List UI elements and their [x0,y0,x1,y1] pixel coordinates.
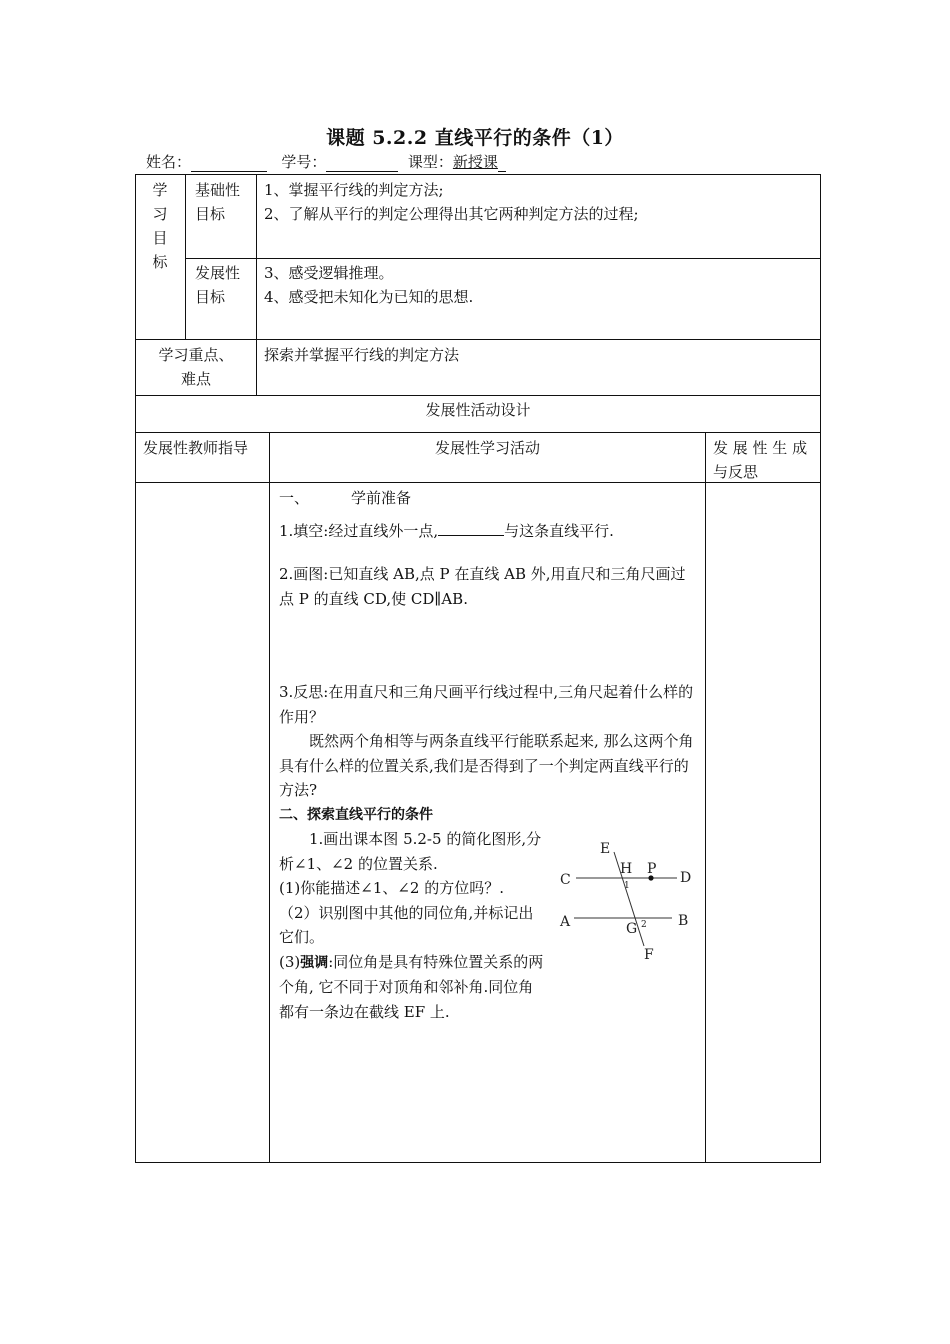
question-1 [279,519,699,544]
table-border-top [135,174,821,175]
basic-goal-item: 2、了解从平行的判定公理得出其它两种判定方法的过程; [264,205,639,223]
label-c: C [560,872,571,888]
section-2-paragraph-1: 1.画出课本图 5.2-5 的简化图形,分析∠1、∠2 的位置关系. [279,830,542,873]
row-divider-keypoints [135,395,821,396]
section-1-heading [279,486,699,511]
key-points-label [140,343,252,391]
section-2-paragraph-4 [279,950,547,1025]
dev-goal-item: 3、感受逻辑推理。 [264,264,394,282]
section-2-paragraph-2: (1)你能描述∠1、∠2 的方位吗？. [279,879,505,897]
label-b: B [678,913,689,929]
question-1-blank[interactable] [438,521,504,536]
activity-col-divider-2 [705,432,706,1163]
goals-divider [185,258,821,259]
type-label: 课型： [407,153,453,171]
key-points-value: 探索并掌握平行线的判定方法 [264,346,460,364]
label-f: F [644,947,654,963]
reflection-header-line: 与反思 [713,463,759,481]
activity-column-header: 发展性学习活动 [434,439,540,457]
label-angle-2: 2 [641,920,647,930]
label-h: H [620,861,633,877]
dev-goal-item: 4、感受把未知化为已知的思想. [264,288,474,306]
dev-goal-label [195,261,240,309]
goals-label-char: 习 [152,205,168,223]
section-2-paragraph-3: （2）识别图中其他的同位角,并标记出它们。 [279,903,534,946]
label-p: P [647,861,657,877]
basic-goal-label-line: 基础性 [195,181,241,199]
emphasis-number: (3) [279,952,301,971]
type-value: 新授课 [452,153,498,171]
name-blank[interactable] [191,155,267,172]
activity-col-divider-1 [269,432,270,1163]
emphasis-keyword: 强调 [300,954,329,971]
table-border-left [135,174,136,1163]
student-info-line [146,151,506,172]
dev-goal-items [264,261,473,309]
row-divider-design [135,432,821,433]
label-a: A [560,914,571,930]
type-underline-tail [498,155,506,172]
table-border-right [820,174,821,1163]
section-2-text [279,827,547,1024]
dev-goal-label-line: 目标 [195,288,226,306]
basic-goal-label-line: 目标 [195,205,226,223]
id-blank[interactable] [326,155,398,172]
reflection-column-header [713,436,807,484]
key-points-label-line: 难点 [180,370,211,388]
section-2-heading: 二、探索直线平行的条件 [279,806,433,823]
goals-col-divider-1 [185,174,186,339]
goals-col-divider-2 [256,174,257,395]
label-g: G [626,921,638,937]
teacher-column-header: 发展性教师指导 [143,439,249,457]
page-title: 课题 5.2.2 直线平行的条件（1） [326,127,624,149]
basic-goal-item: 1、掌握平行线的判定方法; [264,181,444,199]
question-3-paragraph: 既然两个角相等与两条直线平行能联系起来, 那么这两个角具有什么样的位置关系,我们是否得到了一个判定两直线平行的方法? [279,732,694,799]
question-2: 2.画图:已知直线 AB,点 P 在直线 AB 外,用直尺和三角尺画过点 P 的直线 CD,使 CD∥AB. [279,565,686,608]
emphasis-text: :同位角是具有特殊位置关系的两个角, 它不同于对顶角和邻补角.同位角都有一条边在截线 EF 上. [279,952,544,1021]
goals-label-char: 学 [152,181,168,199]
label-angle-1: 1 [624,881,630,891]
id-label: 学号： [281,153,327,171]
goals-section-label [150,178,170,274]
basic-goal-label [195,178,240,226]
key-points-label-line: 学习重点、 [158,346,234,364]
reflection-header-line: 发 展 性 生 成 [713,439,808,457]
goals-label-char: 标 [152,253,168,271]
question-1-text-end: 与这条直线平行. [504,521,614,540]
row-divider-goals [135,339,821,340]
parallel-lines-figure [552,832,702,967]
name-label: 姓名： [146,153,192,171]
label-d: D [680,870,692,886]
section-1-title: 学前准备 [351,489,412,507]
section-1-number: 一、 [279,489,310,507]
basic-goal-items [264,178,639,226]
dev-goal-label-line: 发展性 [195,264,241,282]
table-border-bottom [135,1162,821,1163]
question-1-text: 1.填空:经过直线外一点, [279,521,439,540]
activity-design-heading: 发展性活动设计 [425,401,531,419]
label-e: E [600,841,611,857]
goals-label-char: 目 [152,229,168,247]
question-3: 3.反思:在用直尺和三角尺画平行线过程中,三角尺起着什么样的作用？ [279,683,694,726]
